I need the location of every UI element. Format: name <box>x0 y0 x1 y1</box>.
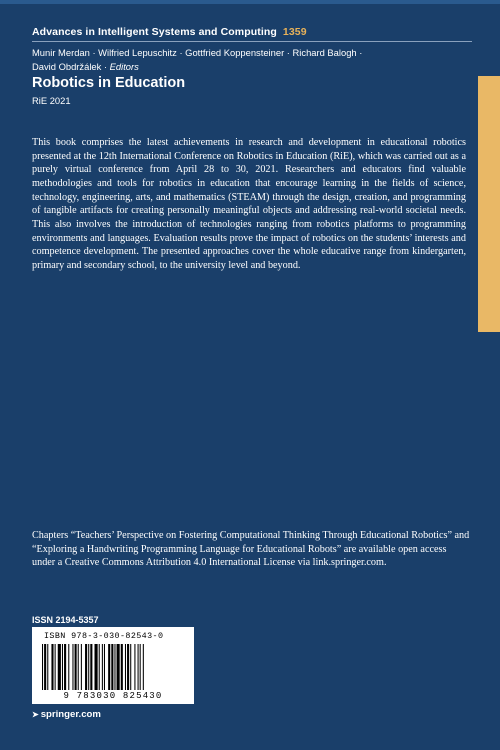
barcode-bar <box>108 644 110 690</box>
barcode-bar <box>121 644 123 690</box>
isbn-label: ISBN 978-3-030-82543-0 <box>44 631 164 641</box>
editors-line-1: Munir Merdan · Wilfried Lepuschitz · Gottfried Koppensteiner · Richard Balogh · <box>32 47 363 58</box>
barcode-bar <box>44 644 46 690</box>
barcode-bar <box>58 644 61 690</box>
barcode-bar <box>138 644 139 690</box>
series-line <box>32 26 307 38</box>
barcode-bar <box>51 644 53 690</box>
barcode-digits: 9 783030 825430 <box>63 691 163 701</box>
barcode-bars <box>42 644 186 690</box>
abstract-text: This book comprises the latest achievements in research and development in educational robotics presented at the 12th International Conference on Robotics in Education (RiE), which was carried out as a purely virtual conference from April 28 to 30, 2021. Researchers and educators find valuable methodologies and tools for robotics in education that encourage learning in the fields of science, technology, engineering, arts, and mathematics (STEAM) through the design, creation, and programming of tangible artifacts for creating personally meaningful objects and addressing real-world societal needs. This also involves the introduction of technologies ranging from robotics platforms to programming environments and languages. Evaluation results prove the impact of robotics on the students’ interests and competence development. The presented approaches cover the whole educative range from kindergarten, primary and secondary school, to the university level and beyond. <box>32 137 466 271</box>
barcode-bar <box>81 644 82 690</box>
barcode-bar <box>111 644 113 690</box>
barcode <box>32 627 194 704</box>
publisher-logo <box>32 709 101 720</box>
editors-role: Editors <box>109 61 139 72</box>
barcode-bar <box>72 644 73 690</box>
barcode-bar <box>85 644 87 690</box>
editor-last: David Obdržálek <box>32 61 102 72</box>
barcode-bar <box>75 644 77 690</box>
barcode-bar <box>78 644 79 690</box>
barcode-bar <box>102 644 103 690</box>
top-border <box>0 0 500 4</box>
arrow-icon: ➤ <box>32 710 39 719</box>
book-title: Robotics in Education <box>32 75 186 91</box>
barcode-bar <box>130 644 131 690</box>
barcode-bar <box>143 644 144 690</box>
barcode-bar <box>62 644 63 690</box>
barcode-bar <box>47 644 48 690</box>
divider <box>32 41 472 42</box>
accent-tab <box>478 76 500 332</box>
barcode-bar <box>68 644 69 690</box>
editors-line-2: David Obdržálek · Editors <box>32 61 139 72</box>
open-access-note: Chapters “Teachers’ Perspective on Fostering Computational Thinking Through Educational Robotics” and “Exploring a Handwriting Programming Language for Educational Robots” are available open access under a Creative Commons Attribution 4.0 International License via link.springer.com. <box>32 530 470 569</box>
book-subtitle: RiE 2021 <box>32 95 71 106</box>
barcode-bar <box>88 644 89 690</box>
barcode-bar <box>117 644 120 690</box>
barcode-bar <box>95 644 98 690</box>
barcode-bar <box>90 644 92 690</box>
barcode-bar <box>99 644 100 690</box>
series-name: Advances in Intelligent Systems and Computing <box>32 26 277 38</box>
issn: ISSN 2194-5357 <box>32 615 99 625</box>
barcode-bar <box>134 644 135 690</box>
barcode-bar <box>104 644 105 690</box>
barcode-bar <box>55 644 56 690</box>
barcode-bar <box>42 644 43 690</box>
barcode-bar <box>140 644 141 690</box>
publisher-url: springer.com <box>40 709 101 720</box>
barcode-bar <box>114 644 115 690</box>
editors <box>32 46 452 74</box>
barcode-bar <box>125 644 126 690</box>
barcode-bar <box>64 644 66 690</box>
series-volume: 1359 <box>282 26 307 38</box>
barcode-bar <box>127 644 129 690</box>
